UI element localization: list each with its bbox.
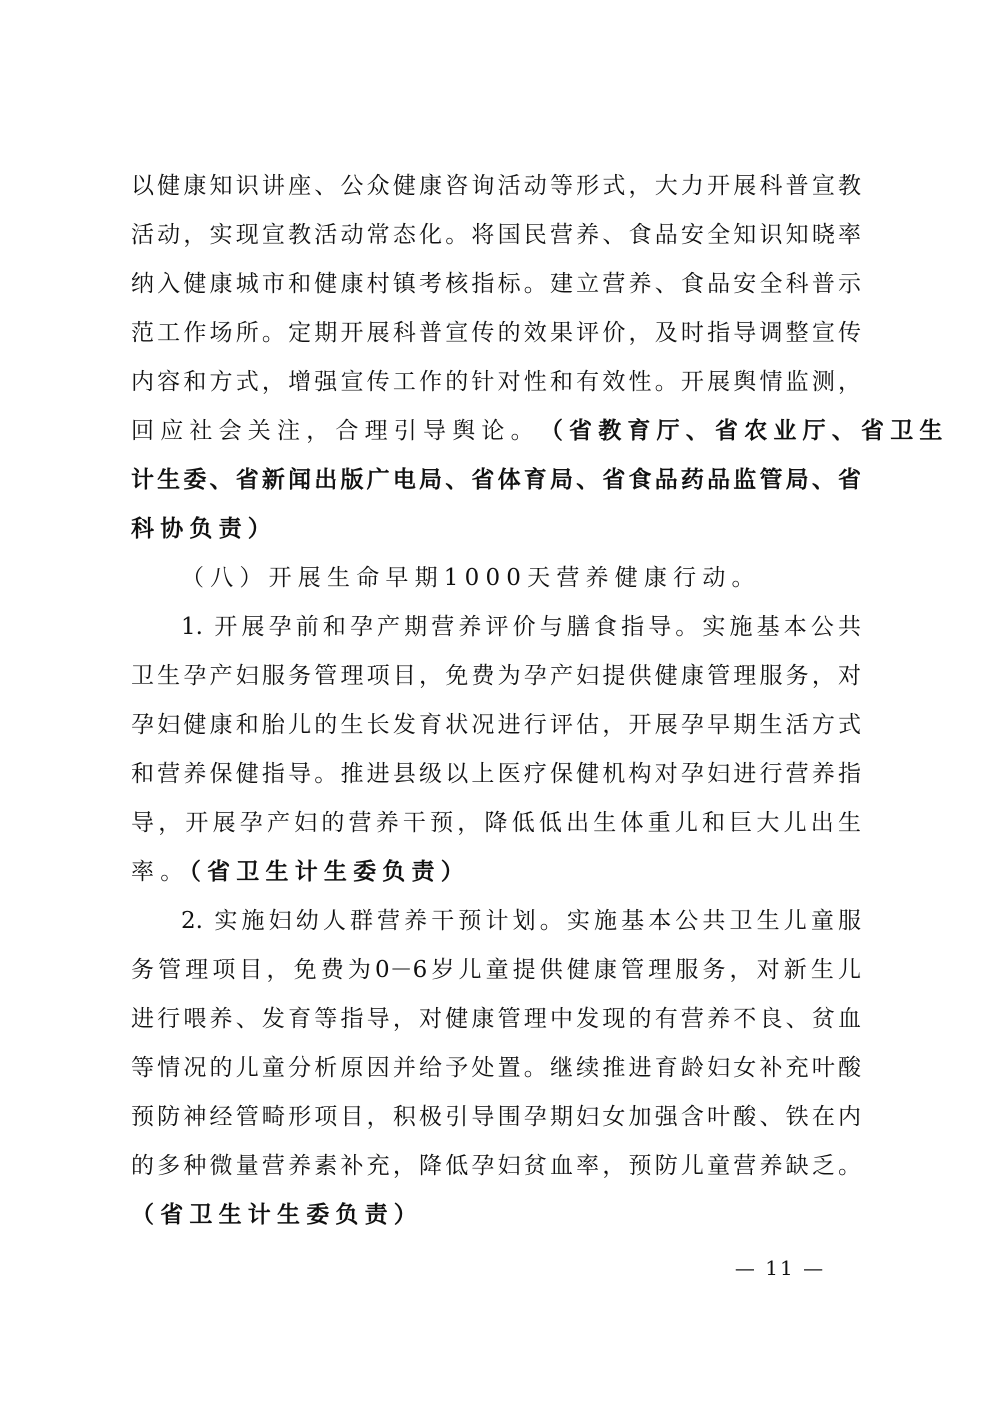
paragraph-line: 纳入健康城市和健康村镇考核指标。建立营养、食品安全科普示 <box>131 271 861 297</box>
responsible-departments-line: （省卫生计生委负责） <box>131 1201 423 1228</box>
item-1-line <box>131 852 861 892</box>
section-heading: （八）开展生命早期1000天营养健康行动。 <box>181 565 761 591</box>
responsible-departments: （省卫生计生委负责） <box>189 858 470 885</box>
item-2-line: 务管理项目，免费为0－6岁儿童提供健康管理服务，对新生儿 <box>131 957 861 983</box>
paragraph-text: 回应社会关注，合理引导舆论。 <box>131 418 540 444</box>
item-2-line: 等情况的儿童分析原因并给予处置。继续推进育龄妇女补充叶酸 <box>131 1055 861 1081</box>
item-2-line: 预防神经管畸形项目，积极引导围孕期妇女加强含叶酸、铁在内 <box>131 1104 861 1130</box>
item-1-line: 1. 开展孕前和孕产期营养评价与膳食指导。实施基本公共 <box>181 614 861 640</box>
paragraph-line: 范工作场所。定期开展科普宣传的效果评价，及时指导调整宣传 <box>131 320 861 346</box>
page-number: — 11 — <box>734 1256 826 1280</box>
paragraph-line: 活动，实现宣教活动常态化。将国民营养、食品安全知识知晓率 <box>131 222 861 248</box>
item-1-line: 和营养保健指导。推进县级以上医疗保健机构对孕妇进行营养指 <box>131 761 861 787</box>
responsible-departments-line: 科协负责） <box>131 515 277 542</box>
item-1-line: 导，开展孕产妇的营养干预，降低低出生体重儿和巨大儿出生 <box>131 810 861 836</box>
paragraph-line: 以健康知识讲座、公众健康咨询活动等形式，大力开展科普宣教 <box>131 173 861 199</box>
responsible-departments-line: 计生委、省新闻出版广电局、省体育局、省食品药品监管局、省 <box>131 466 861 493</box>
paragraph-line <box>131 411 949 451</box>
responsible-departments: （省教育厅、省农业厅、省卫生 <box>539 417 949 444</box>
item-2-line: 进行喂养、发育等指导，对健康管理中发现的有营养不良、贫血 <box>131 1006 861 1032</box>
item-2-line: 2. 实施妇幼人群营养干预计划。实施基本公共卫生儿童服 <box>181 908 861 934</box>
item-2-line: 的多种微量营养素补充，降低孕妇贫血率，预防儿童营养缺乏。 <box>131 1153 861 1179</box>
paragraph-line: 内容和方式，增强宣传工作的针对性和有效性。开展舆情监测， <box>131 369 861 395</box>
item-1-text: 率。 <box>131 859 190 885</box>
item-1-line: 孕妇健康和胎儿的生长发育状况进行评估，开展孕早期生活方式 <box>131 712 861 738</box>
item-1-line: 卫生孕产妇服务管理项目，免费为孕产妇提供健康管理服务，对 <box>131 663 861 689</box>
